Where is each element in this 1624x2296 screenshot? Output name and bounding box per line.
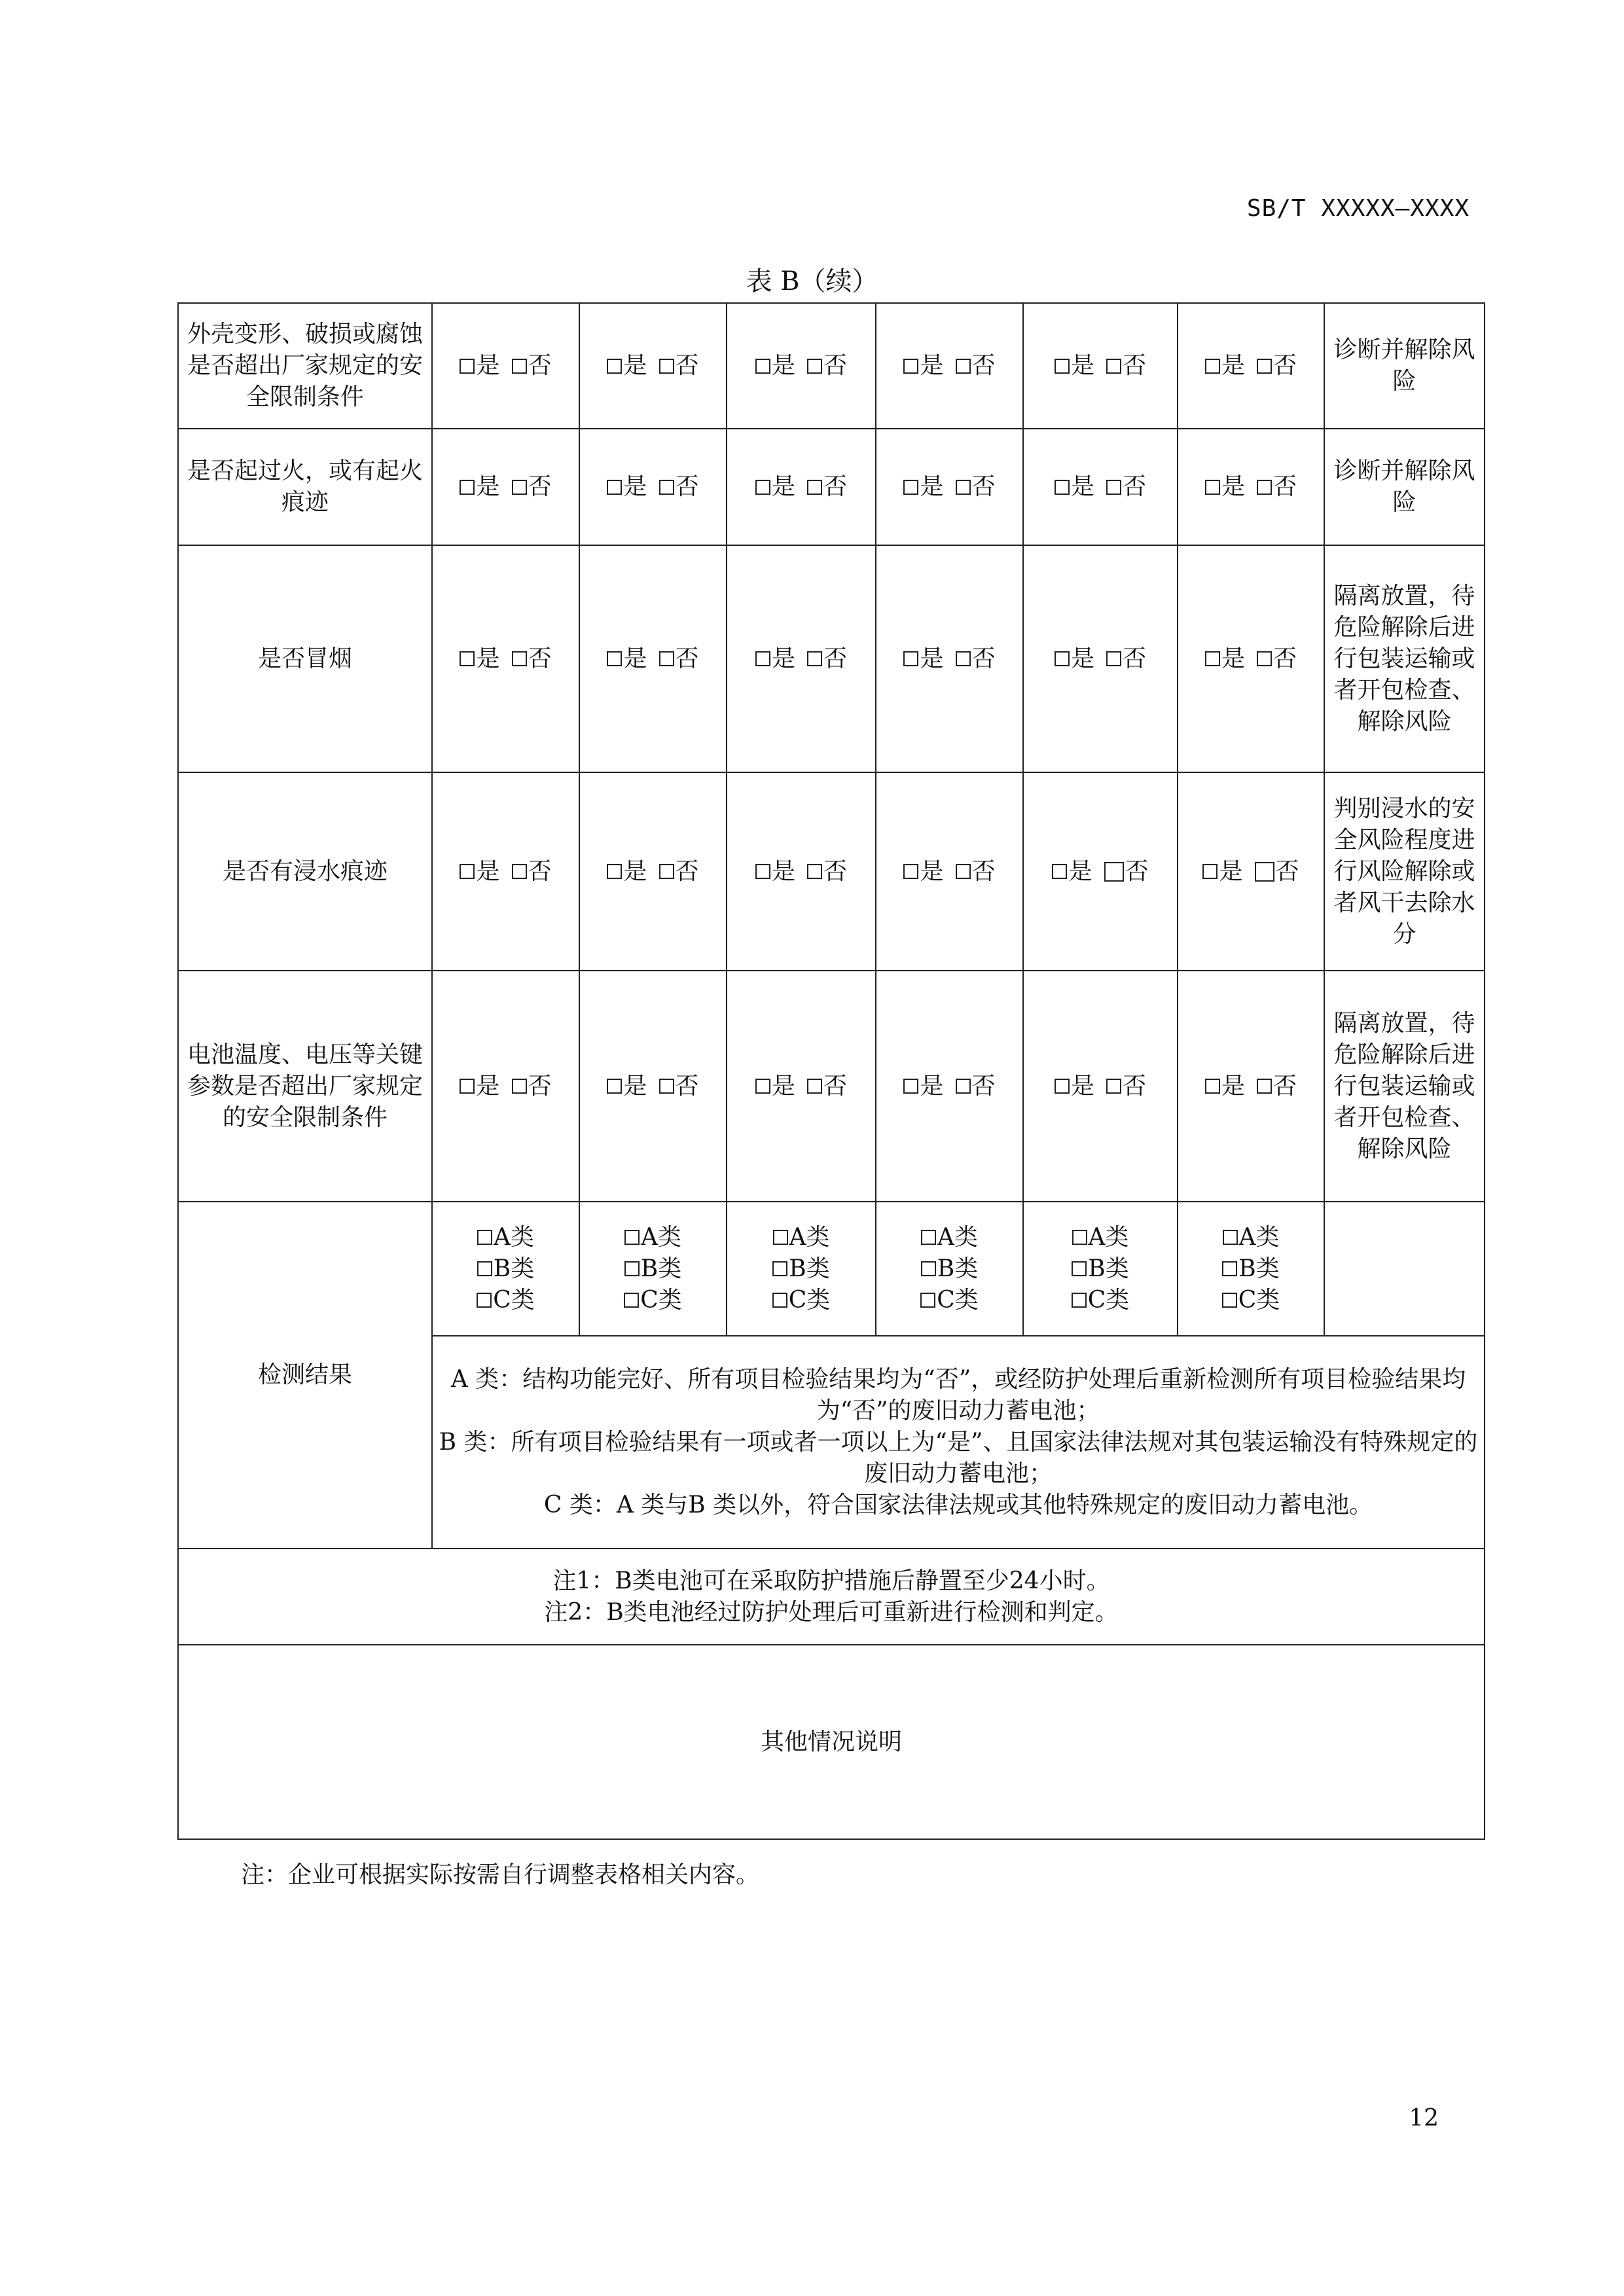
no-label: 否 bbox=[971, 645, 996, 672]
checkbox-yes[interactable] bbox=[607, 864, 622, 879]
checkbox-yes[interactable] bbox=[1205, 1079, 1220, 1094]
checkbox-no[interactable] bbox=[659, 651, 674, 666]
checkbox-yes[interactable] bbox=[1052, 864, 1067, 879]
checkbox-yes[interactable] bbox=[903, 1079, 918, 1094]
table-row bbox=[178, 545, 1485, 772]
checkbox-class[interactable] bbox=[1223, 1230, 1238, 1245]
class-label: C类 bbox=[937, 1286, 979, 1314]
other-remarks: 其他情况说明 bbox=[178, 1645, 1485, 1839]
class-label: A类 bbox=[494, 1223, 534, 1251]
no-label: 否 bbox=[971, 857, 996, 885]
class-label: A类 bbox=[1088, 1223, 1129, 1251]
checkbox-class[interactable] bbox=[1072, 1230, 1087, 1245]
no-label: 否 bbox=[1273, 1072, 1297, 1100]
checkbox-no[interactable] bbox=[1104, 862, 1124, 882]
yes-label: 是 bbox=[476, 473, 500, 500]
no-label: 否 bbox=[1125, 857, 1149, 885]
handling-action: 判别浸水的安全风险程度进行风险解除或者风干去除水分 bbox=[1324, 772, 1485, 971]
checkbox-no[interactable] bbox=[512, 480, 527, 495]
yes-no-choice bbox=[1023, 772, 1178, 971]
yes-no-choice bbox=[1023, 971, 1178, 1202]
no-label: 否 bbox=[528, 645, 552, 672]
yes-label: 是 bbox=[623, 352, 647, 379]
yes-label: 是 bbox=[1070, 352, 1094, 379]
class-definitions bbox=[432, 1336, 1485, 1549]
checkbox-no[interactable] bbox=[1257, 651, 1272, 666]
class-label: B类 bbox=[789, 1255, 830, 1282]
yes-no-choice bbox=[727, 772, 876, 971]
checkbox-no[interactable] bbox=[1257, 1079, 1272, 1094]
checkbox-no[interactable] bbox=[512, 1079, 527, 1094]
checkbox-yes[interactable] bbox=[1055, 480, 1070, 495]
yes-label: 是 bbox=[771, 352, 795, 379]
yes-no-choice bbox=[432, 971, 579, 1202]
checkbox-no[interactable] bbox=[1106, 359, 1121, 374]
checkbox-no[interactable] bbox=[956, 480, 971, 495]
yes-label: 是 bbox=[920, 473, 944, 500]
yes-label: 是 bbox=[476, 1072, 500, 1100]
checkbox-yes[interactable] bbox=[460, 1079, 475, 1094]
checkbox-yes[interactable] bbox=[1055, 651, 1070, 666]
checkbox-no[interactable] bbox=[512, 359, 527, 374]
checkbox-class[interactable] bbox=[773, 1230, 788, 1245]
inspection-item: 是否起过火，或有起火痕迹 bbox=[178, 429, 432, 545]
class-b-definition: B 类：所有项目检验结果有一项或者一项以上为“是”、且国家法律法规对其包装运输没有特殊规定的废旧动力蓄电池； bbox=[439, 1428, 1478, 1487]
checkbox-yes[interactable] bbox=[903, 651, 918, 666]
footnote: 注：企业可根据实际按需自行调整表格相关内容。 bbox=[241, 1861, 760, 1888]
checkbox-no[interactable] bbox=[659, 864, 674, 879]
checkbox-yes[interactable] bbox=[903, 864, 918, 879]
checkbox-yes[interactable] bbox=[755, 359, 770, 374]
no-label: 否 bbox=[528, 1072, 552, 1100]
yes-label: 是 bbox=[1068, 857, 1092, 885]
inspection-item: 电池温度、电压等关键参数是否超出厂家规定的安全限制条件 bbox=[178, 971, 432, 1202]
checkbox-no[interactable] bbox=[1106, 480, 1121, 495]
class-options bbox=[727, 1202, 876, 1336]
no-label: 否 bbox=[971, 352, 996, 379]
yes-label: 是 bbox=[476, 857, 500, 885]
class-c-definition: C 类：A 类与B 类以外，符合国家法律法规或其他特殊规定的废旧动力蓄电池。 bbox=[543, 1491, 1373, 1518]
table-title: 表 B（续） bbox=[746, 266, 878, 296]
checkbox-yes[interactable] bbox=[607, 651, 622, 666]
yes-no-choice bbox=[579, 971, 727, 1202]
no-label: 否 bbox=[823, 1072, 848, 1100]
checkbox-class[interactable] bbox=[772, 1261, 787, 1276]
no-label: 否 bbox=[675, 473, 699, 500]
checkbox-class[interactable] bbox=[1222, 1293, 1237, 1308]
yes-label: 是 bbox=[1070, 1072, 1094, 1100]
page-number: 12 bbox=[1409, 2105, 1439, 2132]
checkbox-no[interactable] bbox=[1106, 1079, 1121, 1094]
checkbox-no[interactable] bbox=[956, 1079, 971, 1094]
checkbox-class[interactable] bbox=[477, 1230, 492, 1245]
checkbox-no[interactable] bbox=[1257, 359, 1272, 374]
class-label: B类 bbox=[1088, 1255, 1129, 1282]
table-row bbox=[178, 772, 1485, 971]
no-label: 否 bbox=[675, 352, 699, 379]
yes-label: 是 bbox=[771, 1072, 795, 1100]
checkbox-class[interactable] bbox=[921, 1261, 936, 1276]
class-options bbox=[579, 1202, 727, 1336]
class-label: B类 bbox=[640, 1255, 682, 1282]
checkbox-no[interactable] bbox=[807, 864, 822, 879]
yes-label: 是 bbox=[771, 645, 795, 672]
yes-label: 是 bbox=[476, 645, 500, 672]
result-class-row bbox=[178, 1202, 1485, 1336]
yes-label: 是 bbox=[623, 1072, 647, 1100]
checkbox-class[interactable] bbox=[1072, 1293, 1087, 1308]
yes-no-choice bbox=[579, 545, 727, 772]
yes-label: 是 bbox=[771, 857, 795, 885]
yes-no-choice bbox=[727, 971, 876, 1202]
yes-label: 是 bbox=[623, 857, 647, 885]
yes-label: 是 bbox=[920, 1072, 944, 1100]
checkbox-yes[interactable] bbox=[607, 1079, 622, 1094]
checkbox-no[interactable] bbox=[807, 1079, 822, 1094]
no-label: 否 bbox=[1273, 645, 1297, 672]
inspection-item: 是否冒烟 bbox=[178, 545, 432, 772]
checkbox-no[interactable] bbox=[659, 480, 674, 495]
yes-no-choice bbox=[727, 429, 876, 545]
class-label: A类 bbox=[1238, 1223, 1280, 1251]
no-label: 否 bbox=[1123, 645, 1147, 672]
no-label: 否 bbox=[971, 1072, 996, 1100]
checkbox-yes[interactable] bbox=[1205, 480, 1220, 495]
yes-no-choice bbox=[1178, 772, 1324, 971]
checkbox-class[interactable] bbox=[921, 1230, 936, 1245]
checkbox-yes[interactable] bbox=[607, 359, 622, 374]
notes-row bbox=[178, 1549, 1485, 1645]
empty-cell bbox=[1324, 1202, 1485, 1336]
yes-label: 是 bbox=[920, 645, 944, 672]
no-label: 否 bbox=[1275, 857, 1299, 885]
no-label: 否 bbox=[1123, 1072, 1147, 1100]
other-row bbox=[178, 1645, 1485, 1839]
notes-cell bbox=[178, 1549, 1485, 1645]
yes-no-choice bbox=[1178, 545, 1324, 772]
table-row bbox=[178, 303, 1485, 429]
class-a-definition: A 类：结构功能完好、所有项目检验结果均为“否”，或经防护处理后重新检测所有项目检验结果均为“否”的废旧动力蓄电池； bbox=[450, 1365, 1466, 1424]
yes-no-choice bbox=[432, 772, 579, 971]
yes-no-choice bbox=[1023, 303, 1178, 429]
no-label: 否 bbox=[528, 857, 552, 885]
no-label: 否 bbox=[675, 857, 699, 885]
note-2: 注2：B类电池经过防护处理后可重新进行检测和判定。 bbox=[544, 1598, 1119, 1626]
checkbox-yes[interactable] bbox=[460, 359, 475, 374]
yes-label: 是 bbox=[623, 645, 647, 672]
yes-no-choice bbox=[1023, 545, 1178, 772]
no-label: 否 bbox=[823, 857, 848, 885]
class-options bbox=[1023, 1202, 1178, 1336]
checkbox-no[interactable] bbox=[956, 359, 971, 374]
class-label: C类 bbox=[1087, 1286, 1130, 1314]
checkbox-yes[interactable] bbox=[460, 864, 475, 879]
no-label: 否 bbox=[971, 473, 996, 500]
yes-no-choice bbox=[432, 429, 579, 545]
checkbox-yes[interactable] bbox=[755, 1079, 770, 1094]
yes-label: 是 bbox=[623, 473, 647, 500]
class-options bbox=[432, 1202, 579, 1336]
inspection-item: 外壳变形、破损或腐蚀是否超出厂家规定的安全限制条件 bbox=[178, 303, 432, 429]
handling-action: 诊断并解除风险 bbox=[1324, 303, 1485, 429]
table-row bbox=[178, 429, 1485, 545]
checkbox-class[interactable] bbox=[1222, 1261, 1237, 1276]
yes-no-choice bbox=[1178, 971, 1324, 1202]
yes-no-choice bbox=[1023, 429, 1178, 545]
checkbox-yes[interactable] bbox=[607, 480, 622, 495]
checkbox-class[interactable] bbox=[772, 1293, 787, 1308]
yes-no-choice bbox=[876, 429, 1023, 545]
document-code: SB/T XXXXX—XXXX bbox=[1246, 195, 1470, 222]
yes-label: 是 bbox=[920, 352, 944, 379]
yes-label: 是 bbox=[1221, 352, 1245, 379]
class-label: C类 bbox=[640, 1286, 682, 1314]
checkbox-yes[interactable] bbox=[1055, 1079, 1070, 1094]
checkbox-yes[interactable] bbox=[1205, 359, 1220, 374]
checkbox-no[interactable] bbox=[512, 651, 527, 666]
no-label: 否 bbox=[528, 352, 552, 379]
yes-no-choice bbox=[1178, 303, 1324, 429]
class-label: B类 bbox=[1238, 1255, 1280, 1282]
yes-no-choice bbox=[579, 429, 727, 545]
checkbox-yes[interactable] bbox=[903, 359, 918, 374]
yes-no-choice bbox=[727, 303, 876, 429]
no-label: 否 bbox=[823, 473, 848, 500]
class-label: A类 bbox=[789, 1223, 830, 1251]
checkbox-no[interactable] bbox=[1106, 651, 1121, 666]
checkbox-yes[interactable] bbox=[755, 864, 770, 879]
checkbox-yes[interactable] bbox=[1205, 651, 1220, 666]
yes-no-choice bbox=[876, 772, 1023, 971]
checkbox-no[interactable] bbox=[807, 359, 822, 374]
checkbox-class[interactable] bbox=[624, 1293, 639, 1308]
checkbox-no[interactable] bbox=[659, 359, 674, 374]
checkbox-class[interactable] bbox=[477, 1293, 492, 1308]
no-label: 否 bbox=[675, 1072, 699, 1100]
yes-label: 是 bbox=[476, 352, 500, 379]
yes-label: 是 bbox=[1070, 473, 1094, 500]
checkbox-yes[interactable] bbox=[1202, 864, 1218, 879]
class-label: B类 bbox=[493, 1255, 535, 1282]
handling-action: 隔离放置，待危险解除后进行包装运输或者开包检查、解除风险 bbox=[1324, 545, 1485, 772]
yes-no-choice bbox=[432, 303, 579, 429]
yes-no-choice bbox=[1178, 429, 1324, 545]
checkbox-no[interactable] bbox=[956, 651, 971, 666]
yes-no-choice bbox=[727, 545, 876, 772]
no-label: 否 bbox=[1273, 473, 1297, 500]
handling-action: 隔离放置，待危险解除后进行包装运输或者开包检查、解除风险 bbox=[1324, 971, 1485, 1202]
yes-no-choice bbox=[579, 772, 727, 971]
class-label: B类 bbox=[937, 1255, 979, 1282]
no-label: 否 bbox=[1123, 352, 1147, 379]
yes-label: 是 bbox=[771, 473, 795, 500]
checkbox-class[interactable] bbox=[624, 1230, 640, 1245]
checkbox-no[interactable] bbox=[807, 480, 822, 495]
checkbox-yes[interactable] bbox=[460, 480, 475, 495]
class-label: C类 bbox=[1238, 1286, 1280, 1314]
class-label: C类 bbox=[493, 1286, 535, 1314]
yes-label: 是 bbox=[1221, 1072, 1245, 1100]
class-label: C类 bbox=[788, 1286, 831, 1314]
no-label: 否 bbox=[823, 352, 848, 379]
checkbox-no[interactable] bbox=[1257, 480, 1272, 495]
checkbox-no[interactable] bbox=[1255, 862, 1274, 882]
note-1: 注1：B类电池可在采取防护措施后静置至少24小时。 bbox=[552, 1567, 1110, 1594]
yes-no-choice bbox=[876, 303, 1023, 429]
yes-no-choice bbox=[876, 971, 1023, 1202]
table-row bbox=[178, 971, 1485, 1202]
checkbox-yes[interactable] bbox=[1055, 359, 1070, 374]
yes-label: 是 bbox=[1221, 645, 1245, 672]
checkbox-yes[interactable] bbox=[755, 651, 770, 666]
yes-label: 是 bbox=[1219, 857, 1243, 885]
class-label: A类 bbox=[937, 1223, 978, 1251]
result-label: 检测结果 bbox=[178, 1202, 432, 1549]
class-options bbox=[876, 1202, 1023, 1336]
class-options bbox=[1178, 1202, 1324, 1336]
yes-label: 是 bbox=[1221, 473, 1245, 500]
no-label: 否 bbox=[1123, 473, 1147, 500]
no-label: 否 bbox=[823, 645, 848, 672]
checkbox-class[interactable] bbox=[920, 1293, 935, 1308]
checkbox-no[interactable] bbox=[659, 1079, 674, 1094]
checkbox-class[interactable] bbox=[477, 1261, 492, 1276]
checkbox-no[interactable] bbox=[956, 864, 971, 879]
checkbox-yes[interactable] bbox=[755, 480, 770, 495]
inspection-item: 是否有浸水痕迹 bbox=[178, 772, 432, 971]
checkbox-class[interactable] bbox=[624, 1261, 640, 1276]
inspection-table bbox=[177, 302, 1485, 1840]
no-label: 否 bbox=[1273, 352, 1297, 379]
checkbox-class[interactable] bbox=[1072, 1261, 1087, 1276]
yes-label: 是 bbox=[920, 857, 944, 885]
yes-no-choice bbox=[876, 545, 1023, 772]
yes-label: 是 bbox=[1070, 645, 1094, 672]
checkbox-yes[interactable] bbox=[460, 651, 475, 666]
no-label: 否 bbox=[675, 645, 699, 672]
yes-no-choice bbox=[579, 303, 727, 429]
checkbox-no[interactable] bbox=[512, 864, 527, 879]
no-label: 否 bbox=[528, 473, 552, 500]
class-label: A类 bbox=[641, 1223, 681, 1251]
yes-no-choice bbox=[432, 545, 579, 772]
checkbox-yes[interactable] bbox=[903, 480, 918, 495]
handling-action: 诊断并解除风险 bbox=[1324, 429, 1485, 545]
checkbox-no[interactable] bbox=[807, 651, 822, 666]
